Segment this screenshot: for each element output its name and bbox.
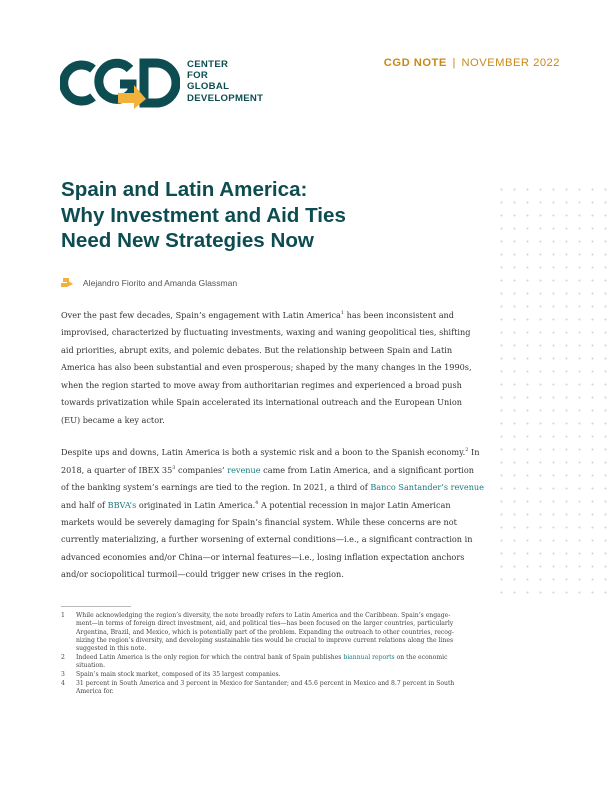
title-line: Why Investment and Aid Ties — [61, 203, 346, 227]
text-span: on the economic — [394, 653, 448, 661]
footnote — [61, 671, 491, 679]
text-line — [61, 444, 481, 461]
footnote-text — [76, 654, 491, 671]
note-date: NOVEMBER 2022 — [461, 57, 560, 69]
author-names: Alejandro Fiorito and Amanda Glassman — [82, 278, 238, 288]
footnotes — [61, 612, 491, 697]
text-span: Despite ups and downs, Latin America is both a systemic risk and a boon to the Spanish economy. — [61, 447, 466, 458]
footnote-text — [76, 671, 491, 679]
footnote-number: 4 — [61, 679, 65, 687]
footnote-number: 1 — [61, 612, 65, 619]
footnote-line: nizing the region’s diversity, and developing sustainable ties would be crucial to improve current relations along the lines — [76, 636, 454, 644]
cgd-logo — [60, 57, 264, 109]
note-header — [384, 57, 560, 69]
text-line — [61, 497, 481, 514]
text-line: markets would be severely damaging for Spain’s financial system. While these concerns are not — [61, 516, 457, 527]
text-span: originated in Latin America. — [136, 499, 256, 510]
text-span: and half of — [61, 499, 108, 510]
footnote-divider — [61, 606, 131, 607]
footnote — [61, 654, 491, 671]
text-span: Over the past few decades, Spain’s engagement with Latin America — [61, 310, 341, 320]
footnote-text — [76, 612, 491, 653]
logo-wordmark — [187, 59, 263, 104]
text-line: and/or sociopolitical turmoil—could trigger new crises in the region. — [61, 569, 344, 580]
text-line: improvised, characterized by fluctuating investments, waxing and waning geopolitical ties, shifting — [61, 327, 471, 338]
footnote-line: Argentina, Brazil, and Mexico, which is potentially part of the problem. Expanding the outreach to other countries, recog- — [76, 628, 454, 636]
text-line: advanced economies and/or China—or internal features—i.e., losing inflation expectation anchors — [61, 551, 465, 562]
logo-line: DEVELOPMENT — [187, 92, 264, 104]
text-span: In — [468, 447, 480, 458]
revenue-link[interactable]: revenue — [227, 464, 261, 475]
santander-revenue-link[interactable]: Banco Santander’s revenue — [370, 482, 484, 493]
footnote-number: 2 — [61, 653, 65, 661]
body-text — [61, 307, 484, 599]
logo-line: GLOBAL — [187, 81, 230, 93]
footnote — [61, 680, 491, 697]
cgd-logo-mark — [60, 57, 180, 109]
text-line: aid priorities, abrupt exits, and polemic debates. But the relationship between Spain and Latin — [61, 344, 453, 355]
footnote-line: ment—in terms of foreign direct investment, aid, and political ties—has been focused on the larger countries, particularly — [76, 620, 454, 628]
text-span: came from Latin America, and a significant portion — [260, 464, 475, 475]
footnote-number: 3 — [61, 671, 65, 679]
footnote-line — [76, 654, 491, 662]
page-title — [61, 177, 441, 254]
logo-line: CENTER — [187, 59, 229, 70]
biannual-reports-link[interactable]: biannual reports — [343, 653, 395, 661]
title-line: Spain and Latin America: — [61, 178, 308, 201]
footnote-ref[interactable]: 3 — [172, 464, 176, 471]
footnote-line: While acknowledging the region’s diversity, the note broadly refers to Latin America and the Caribbean. Spain’s engage- — [76, 612, 451, 619]
note-series: CGD NOTE — [383, 57, 447, 69]
footnote-line: situation. — [76, 662, 106, 670]
header-separator: | — [452, 57, 456, 69]
footnote-line: Spain’s main stock market, composed of its 35 largest companies. — [76, 671, 281, 679]
logo-line: FOR — [187, 70, 209, 82]
text-line — [61, 479, 484, 496]
text-span: 2018, a quarter of IBEX 35 — [61, 464, 173, 475]
footnote-ref[interactable]: 2 — [465, 447, 469, 454]
bbva-link[interactable]: BBVA’s — [107, 499, 137, 510]
text-line: currently materializing, a further worsening of external conditions—i.e., a significant contraction in — [61, 534, 473, 545]
text-line — [61, 307, 481, 324]
text-span: A potential recession in major Latin American — [258, 499, 451, 510]
footnote-text — [76, 680, 491, 697]
footnote-line: suggested in this note. — [76, 645, 147, 653]
text-line: (EU) became a key actor. — [61, 414, 165, 425]
paragraph — [61, 444, 484, 584]
text-line: towards privatization while Spain accelerated its international outreach and the European Union — [61, 397, 462, 408]
text-line: when the region started to move away from authoritarian regimes and experienced a broad push — [61, 379, 462, 390]
footnote-line: America for. — [76, 688, 114, 696]
text-span: companies’ — [175, 464, 228, 475]
footnote-ref[interactable]: 4 — [255, 499, 259, 506]
paragraph — [61, 307, 481, 429]
title-line: Need New Strategies Now — [61, 229, 314, 252]
text-span: Indeed Latin America is the only region for which the central bank of Spain publishes — [76, 653, 344, 661]
decorative-dot-grid — [495, 183, 612, 598]
text-span: has been inconsistent and — [344, 310, 454, 320]
footnote-ref[interactable]: 1 — [340, 310, 345, 316]
author-line — [61, 278, 237, 288]
text-line: America has also been substantial and even prosperous; shaped by the many changes in the 1990s, — [61, 362, 472, 373]
text-line — [61, 462, 481, 479]
footnote — [61, 612, 491, 653]
author-icon — [61, 278, 73, 287]
footnote-line: 31 percent in South America and 3 percent in Mexico for Santander; and 45.6 percent in Mexico and 8.7 percent in South — [76, 679, 455, 687]
text-span: of the banking system’s earnings are tied to the region. In 2021, a third of — [61, 482, 371, 493]
